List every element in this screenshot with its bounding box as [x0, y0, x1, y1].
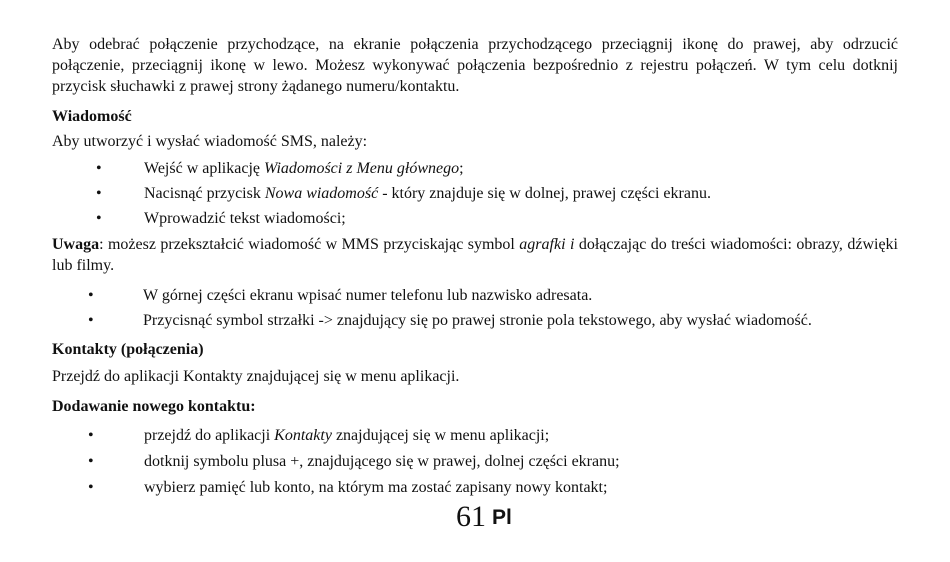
bullet-icon: •	[96, 185, 102, 202]
page-number: 61	[456, 500, 486, 533]
language-code: Pl	[492, 505, 512, 529]
heading-kontakty: Kontakty (połączenia)	[52, 341, 204, 358]
bullet-icon: •	[88, 427, 94, 444]
bullet-icon: •	[88, 453, 94, 470]
paragraph-contacts: Przejdź do aplikacji Kontakty znajdującej się w menu aplikacji.	[52, 368, 460, 385]
bullet-icon: •	[88, 479, 94, 496]
note-mms: Uwaga: możesz przekształcić wiadomość w MMS przyciskając symbol agrafki i dołączając do treści wiadomości: obrazy, dźwięki lub filmy.	[52, 236, 898, 274]
bullet-icon: •	[96, 160, 102, 177]
bullet-icon: •	[88, 287, 94, 304]
page-footer	[456, 500, 512, 534]
note-label: Uwaga	[52, 236, 100, 253]
paragraph-sms-intro: Aby utworzyć i wysłać wiadomość SMS, należy:	[52, 133, 368, 150]
bullet-icon: •	[88, 312, 94, 329]
document-page: Aby odebrać połączenie przychodzące, na ekranie połączenia przychodzącego przeciągnij ikonę do prawej, aby odrzucić połączenie, przeciągnij ikonę w lewo. Możesz wykonywać połączenia bezpośrednio z rejestru połączeń. W tym celu dotknij przycisk słuchawki z prawej strony żądanego numeru/kontaktu. Wiadomość Aby utworzyć i wysłać wiadomość SMS, należy: • Wejść w aplikację Wiadomości z Menu głównego; • Nacisnąć przycisk Nowa wiadomość - który znajduje się w dolnej, prawej części ekranu. • Wprowadzić tekst wiadomości; Uwaga: możesz przekształcić wiadomość w MMS przyciskając symbol agrafki i dołączając do treści wiadomości: obrazy, dźwięki lub filmy. • W górnej części ekranu wpisać numer telefonu lub nazwisko adresata. • Przycisnąć symbol strzałki -> znajdujący się po prawej stronie pola tekstowego, aby wysłać wiadomość. Kontakty (połączenia) Przejdź do aplikacji Kontakty znajdującej się w menu aplikacji. Dodawanie nowego kontaktu: • przejdź do aplikacji Kontakty znajdującej się w menu aplikacji; • dotknij symbolu plusa +, znajdującego się w prawej, dolnej części ekranu; • wybierz pamięć lub konto, na którym ma zostać zapisany nowy kontakt; 61 Pl	[52, 36, 898, 533]
bullet-icon: •	[96, 210, 102, 227]
heading-dodawanie: Dodawanie nowego kontaktu:	[52, 398, 256, 415]
paragraph-incoming-calls: Aby odebrać połączenie przychodzące, na ekranie połączenia przychodzącego przeciągnij ikonę do prawej, aby odrzucić połączenie, przeciągnij ikonę w lewo. Możesz wykonywać połączenia bezpośrednio z rejestru połączeń. W tym celu dotknij przycisk słuchawki z prawej strony żądanego numeru/kontaktu.	[52, 36, 898, 95]
heading-wiadomosc: Wiadomość	[52, 108, 132, 125]
